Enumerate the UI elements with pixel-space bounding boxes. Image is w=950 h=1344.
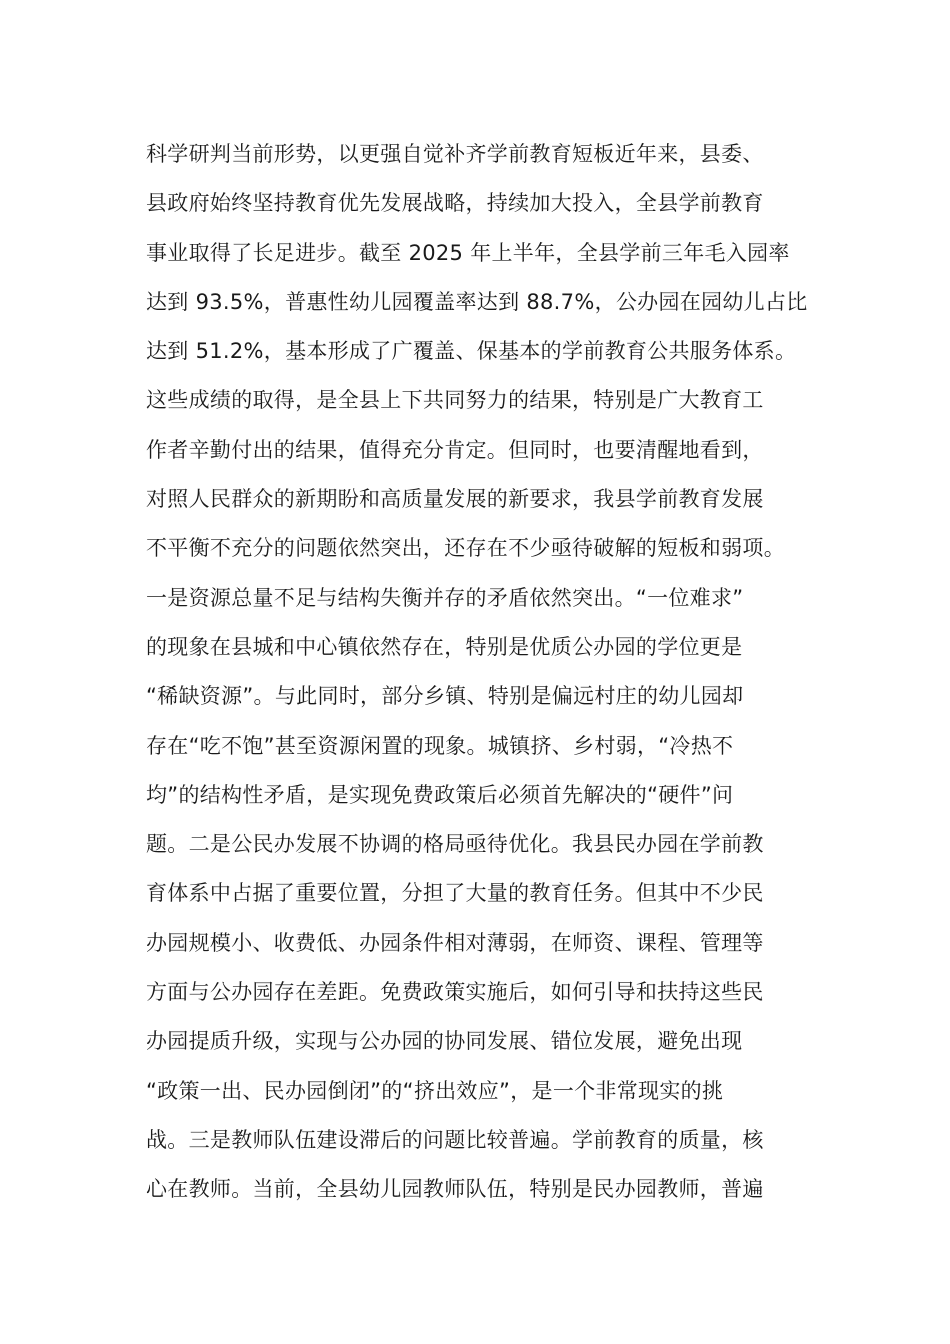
text-line: 题。二是公民办发展不协调的格局亟待优化。我县民办园在学前教 [146, 832, 764, 857]
text-line: 科学研判当前形势，以更强自觉补齐学前教育短板近年来，县委、 [146, 142, 764, 166]
text-line: 达到 51.2%，基本形成了广覆盖、保基本的学前教育公共服务体系。 [146, 339, 797, 364]
text-line: 方面与公办园存在差距。免费政策实施后，如何引导和扶持这些民 [146, 980, 764, 1005]
text-line: 事业取得了长足进步。截至 2025 年上半年，全县学前三年毛入园率 [146, 240, 790, 265]
text-line: 心在教师。当前，全县幼儿园教师队伍，特别是民办园教师，普遍 [146, 1177, 764, 1202]
text-line: 达到 93.5%，普惠性幼儿园覆盖率达到 88.7%，公办园在园幼儿占比 [146, 289, 808, 314]
text-line: 的现象在县城和中心镇依然存在，特别是优质公办园的学位更是 [146, 634, 743, 659]
text-line: 办园规模小、收费低、办园条件相对薄弱，在师资、课程、管理等 [146, 930, 764, 955]
text-line: “政策一出、民办园倒闭”的“挤出效应”，是一个非常现实的挑 [146, 1078, 724, 1103]
text-line: 育体系中占据了重要位置，分担了大量的教育任务。但其中不少民 [146, 881, 764, 906]
body-text [146, 137, 826, 1222]
text-line: 存在“吃不饱”甚至资源闲置的现象。城镇挤、乡村弱，“冷热不 [146, 733, 734, 758]
text-line: 一是资源总量不足与结构失衡并存的矛盾依然突出。“一位难求” [146, 585, 744, 610]
text-line: 办园提质升级，实现与公办园的协同发展、错位发展，避免出现 [146, 1029, 743, 1054]
text-line: 均”的结构性矛盾，是实现免费政策后必须首先解决的“硬件”问 [146, 782, 734, 807]
text-line: 作者辛勤付出的结果，值得充分肯定。但同时，也要清醒地看到， [146, 437, 764, 462]
text-line: 县政府始终坚持教育优先发展战略，持续加大投入，全县学前教育 [146, 191, 764, 216]
text-line: 不平衡不充分的问题依然突出，还存在不少亟待破解的短板和弱项。 [146, 536, 785, 561]
text-line: 这些成绩的取得，是全县上下共同努力的结果，特别是广大教育工 [146, 388, 764, 413]
text-line: 战。三是教师队伍建设滞后的问题比较普遍。学前教育的质量，核 [146, 1127, 764, 1152]
text-line: “稀缺资源”。与此同时，部分乡镇、特别是偏远村庄的幼儿园却 [146, 684, 744, 709]
text-line: 对照人民群众的新期盼和高质量发展的新要求，我县学前教育发展 [146, 487, 764, 512]
